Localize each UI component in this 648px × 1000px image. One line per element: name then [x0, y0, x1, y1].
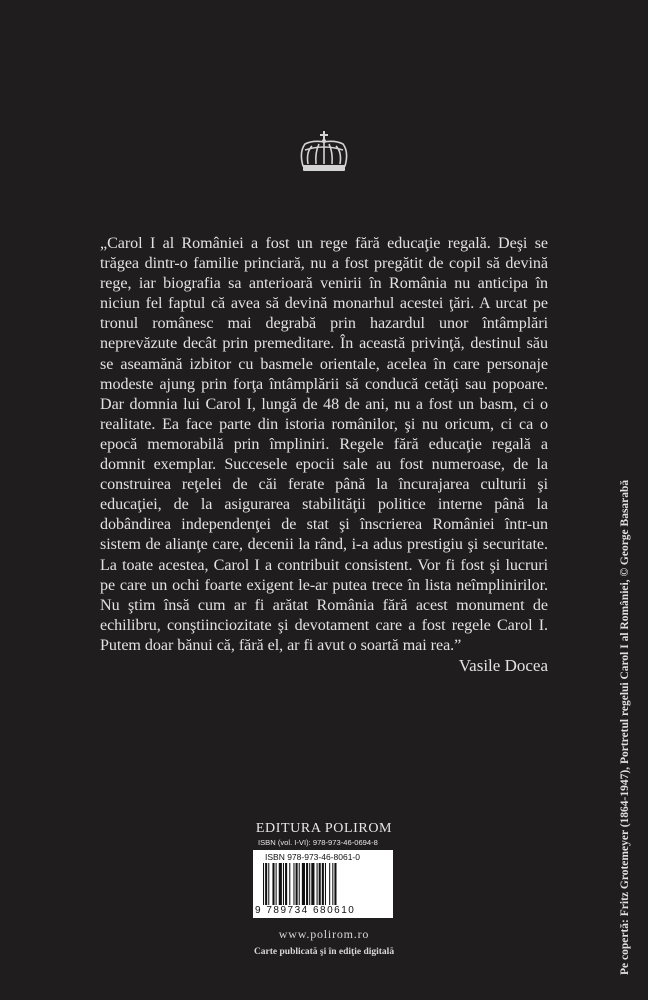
- publisher-name: EDITURA POLIROM: [255, 821, 393, 836]
- cover-credit: Pe copertă: Fritz Grotemeyer (1864-1947), Portretul regelui Carol I al României, © George Basarabă: [619, 479, 631, 975]
- barcode: [263, 863, 385, 905]
- isbn-set-label: ISBN (vol. I-VI): 978-973-46-0694-8: [258, 838, 378, 847]
- barcode-panel: [253, 850, 393, 918]
- crown-icon: [297, 130, 351, 176]
- digital-edition-note: Carte publicată şi în ediţie digitală: [253, 947, 395, 957]
- isbn-label: ISBN 978-973-46-8061-0: [265, 852, 360, 862]
- barcode-digits: 9 789734 680610: [255, 905, 356, 916]
- publisher-website: www.polirom.ro: [278, 927, 370, 941]
- quote-author: Vasile Docea: [458, 656, 548, 675]
- back-cover-quote: „Carol I al României a fost un rege fără educaţie regală. Deşi se trăgea dintr-o familie princiară, nu a fost pregătit de copil să devină rege, iar biografia sa anterioară venirii în România nu anticipa în niciun fel faptul că avea să devină monarhul acestei ţări. A urcat pe tronul românesc mai degrabă prin hazardul unor întâmplări neprevăzute decât prin premeditare. În această privinţă, destinul său se aseamănă izbitor cu basmele orientale, acelea în care personaje modeste ajung prin forţa întâmplării să conducă cetăţi sau popoare. Dar domnia lui Carol I, lungă de 48 de ani, nu a fost un basm, ci o realitate. Ea face parte din istoria românilor, şi nu oricum, ci ca o epocă memorabilă prin împliniri. Regele fără educaţie regală a domnit exemplar. Succesele epocii sale au fost numeroase, de la construirea reţelei de căi ferate până la încurajarea culturii şi educaţiei, de la asigurarea stabilităţii politice interne până la dobândirea independenţei de stat şi înscrierea României într-un sistem de alianţe care, decenii la rând, i-a adus prestigiu şi securitate. La toate acestea, Carol I a contribuit consistent. Vor fi fost şi lucruri pe care un ochi foarte exigent le-ar putea trece în lista neîmplinirilor. Nu ştim însă cum ar fi arătat România fără acest monument de echilibru, conştiinciozitate şi devotament care a fost regele Carol I. Putem doar bănui că, fără el, ar fi avut o soartă mai rea.”: [100, 235, 548, 654]
